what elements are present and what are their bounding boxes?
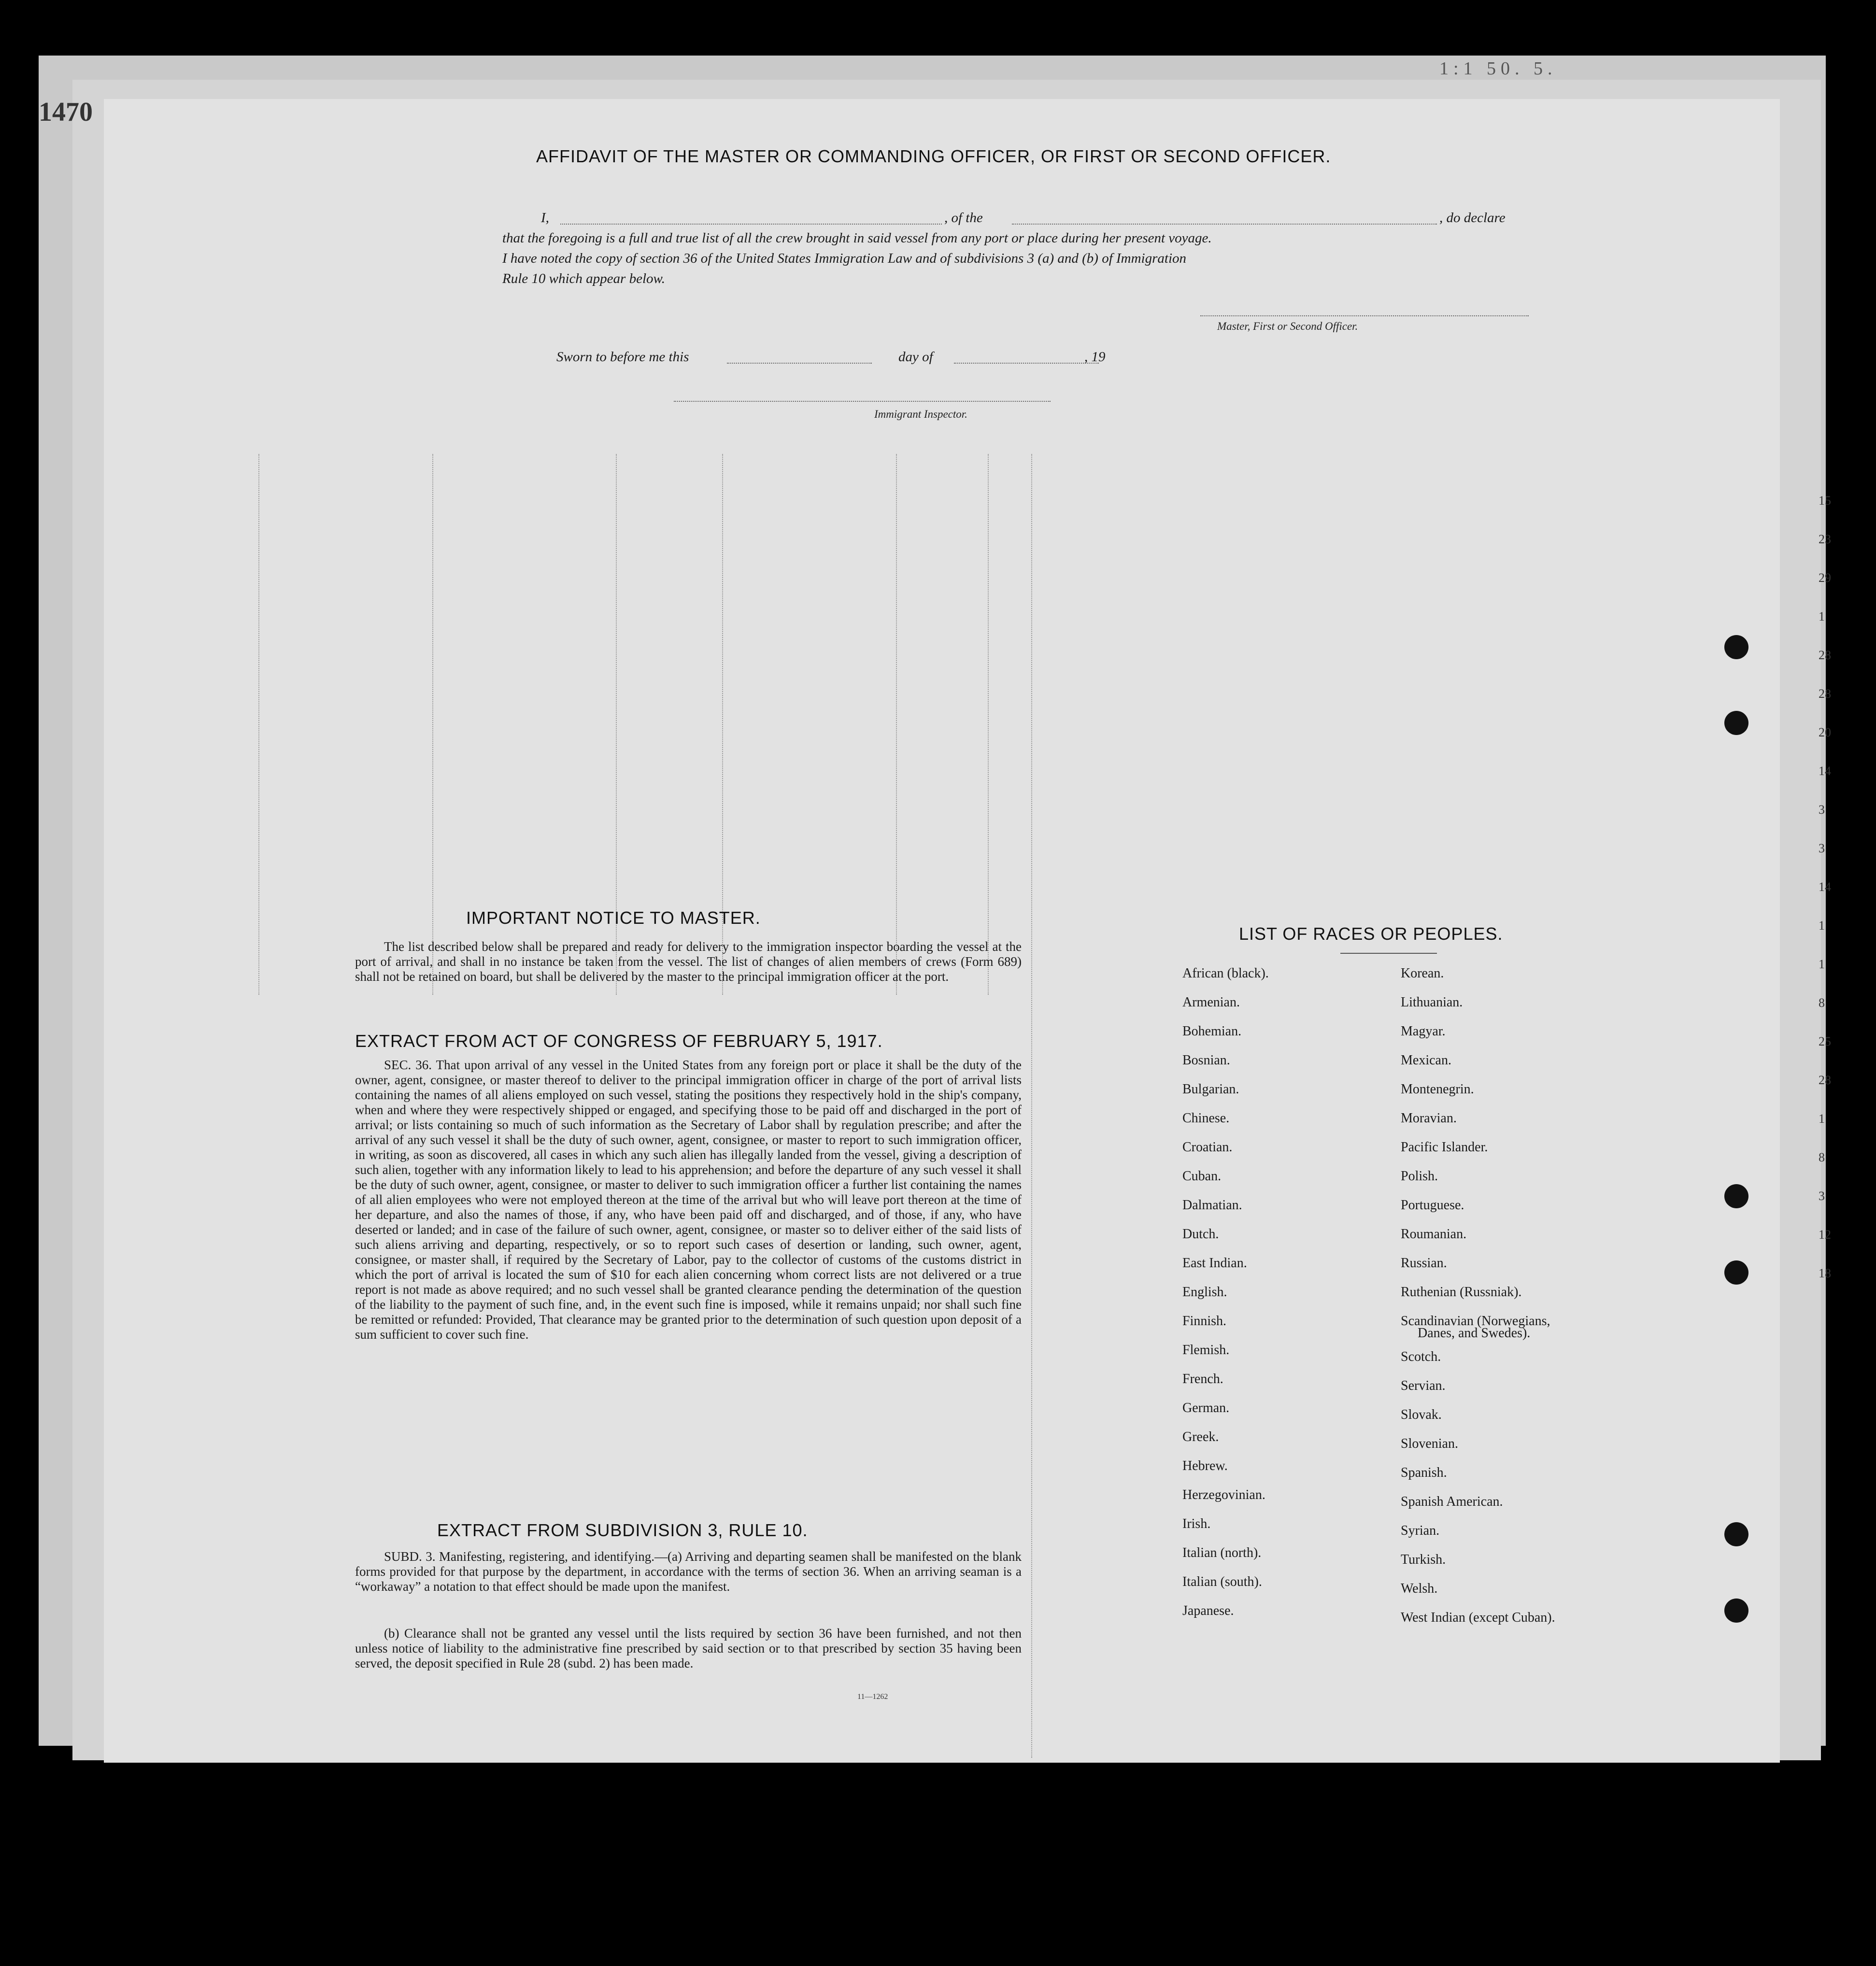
race-item: French. [1182, 1372, 1223, 1386]
race-item: Ruthenian (Russniak). [1401, 1285, 1522, 1300]
affidavit-line-4: Rule 10 which appear below. [502, 271, 665, 286]
ledger-line [988, 454, 989, 995]
race-item: East Indian. [1182, 1256, 1247, 1271]
punch-hole [1724, 711, 1748, 735]
race-item: Finnish. [1182, 1314, 1227, 1329]
vessel-blank [1012, 224, 1437, 225]
race-item: Bohemian. [1182, 1024, 1242, 1039]
act-extract-title: EXTRACT FROM ACT OF CONGRESS OF FEBRUARY 5, 1917. [355, 1031, 883, 1051]
sworn-month-blank [954, 363, 1099, 364]
race-item: Polish. [1401, 1169, 1438, 1184]
day-of-label: day of [898, 349, 933, 365]
race-item: Armenian. [1182, 995, 1240, 1010]
rule-extract-body-b: (b) Clearance shall not be granted any vessel until the lists required by section 36 have been furnished, and not then unless notice of liability to the administrative fine prescribed by said section or to that prescribed by section 35 having been served, the deposit specified in Rule 28 (subd. 2) has been made. [355, 1626, 1022, 1670]
race-item: Syrian. [1401, 1523, 1440, 1538]
race-item: Russian. [1401, 1256, 1447, 1271]
race-item: English. [1182, 1285, 1227, 1300]
race-item: Irish. [1182, 1516, 1211, 1531]
bleed-through-header [374, 167, 380, 191]
race-item: Mexican. [1401, 1053, 1451, 1068]
race-item: Hebrew. [1182, 1458, 1228, 1473]
ledger-line [1031, 454, 1032, 1758]
punch-hole [1724, 1184, 1748, 1208]
race-item: Greek. [1182, 1429, 1219, 1444]
race-item: Pacific Islander. [1401, 1140, 1488, 1155]
signature-label: Master, First or Second Officer. [1217, 320, 1358, 332]
notice-title: IMPORTANT NOTICE TO MASTER. [466, 908, 761, 928]
race-item: Bosnian. [1182, 1053, 1230, 1068]
right-edge-number: 28 [1819, 648, 1831, 662]
race-item: West Indian (except Cuban). [1401, 1610, 1555, 1625]
manifest-page [104, 99, 1780, 1763]
race-item: Italian (south). [1182, 1574, 1262, 1589]
sworn-day-blank [727, 363, 872, 364]
affidavit-i: I, [541, 210, 549, 226]
sheet-left-number: 1470 [39, 97, 93, 127]
race-item: Welsh. [1401, 1581, 1438, 1596]
affidavit-title: AFFIDAVIT OF THE MASTER OR COMMANDING OFFICER, OR FIRST OR SECOND OFFICER. [536, 146, 1331, 166]
race-item: Spanish. [1401, 1465, 1447, 1480]
form-number: 11—1262 [857, 1693, 888, 1701]
right-edge-number: 25 [1819, 1034, 1831, 1048]
race-item: Scandinavian (Norwegians, [1401, 1314, 1550, 1329]
ledger-line [258, 454, 259, 995]
right-edge-number: 14 [1819, 880, 1831, 894]
races-title: LIST OF RACES OR PEOPLES. [1239, 924, 1503, 944]
right-edge-number: 14 [1819, 764, 1831, 778]
race-item: Magyar. [1401, 1024, 1446, 1039]
right-edge-number: 20 [1819, 725, 1831, 739]
right-edge-number: 23 [1819, 532, 1831, 546]
act-extract-body: SEC. 36. That upon arrival of any vessel in the United States from any foreign port or place it shall be the duty of the owner, agent, consignee, or master thereof to deliver to the principal immigration officer in charge of the port of arrival lists containing the names of all aliens employed on such vessel, stating the positions they respectively hold in the ship's company, when and where they were respectively shipped or engaged, and specifying those to be paid off and discharged in the port of arrival; or lists containing so much of such information as the Secretary of Labor shall by regulation prescribe; and after the arrival of any such vessel it shall be the duty of such owner, agent, consignee, or master to report to such immigration officer, in writing, as soon as discovered, all cases in which any such alien has illegally landed from the vessel, giving a description of such alien, together with any information likely to lead to his apprehension; and before the departure of any such vessel it shall be the duty of such owner, agent, consignee, or master to deliver to such immigration officer a further list containing the names of all alien employees who were not employed thereon at the time of the arrival but who will leave port thereon at the time of her departure, and also the names of those, if any, who have been paid off and discharged, and of those, if any, who have deserted or landed; and in case of the failure of such owner, agent, consignee, or master so to deliver either of the said lists of such aliens arriving and departing, respectively, or so to report such cases of desertion or landing, such owner, agent, consignee, or master shall, if required by the Secretary of Labor, pay to the collector of customs of the customs district in which the port of arrival is located the sum of $10 for each alien concerning whom correct lists are not delivered or a true report is not made as above required; and no such vessel shall be granted clearance pending the determination of the question of the liability to the payment of such fine, and, in the event such fine is imposed, while it remains unpaid; nor shall such fine be remitted or refunded: Provided, That clearance may be granted prior to the determination of such question upon deposit of a sum sufficient to cover such fine. [355, 1058, 1022, 1342]
races-title-rule [1340, 953, 1437, 954]
race-item: Korean. [1401, 966, 1444, 981]
race-item: Scotch. [1401, 1349, 1441, 1364]
race-item: Dalmatian. [1182, 1198, 1242, 1213]
punch-hole [1724, 1522, 1748, 1546]
sworn-label: Sworn to before me this [556, 349, 689, 365]
race-item: Herzegovinian. [1182, 1487, 1265, 1502]
affidavit-line-2: that the foregoing is a full and true list of all the crew brought in said vessel from any port or place during her present voyage. [502, 230, 1212, 246]
races-col2-continuation: Danes, and Swedes). [1418, 1326, 1531, 1341]
right-edge-number: 8 [1819, 996, 1825, 1010]
right-edge-number: 29 [1819, 571, 1831, 585]
race-item: Chinese. [1182, 1111, 1230, 1126]
race-item: Portuguese. [1401, 1198, 1464, 1213]
right-edge-number: 8 [1819, 1150, 1825, 1164]
right-edge-number: 3 [1819, 803, 1825, 817]
punch-hole [1724, 1598, 1748, 1623]
name-blank [560, 224, 942, 225]
race-item: Roumanian. [1401, 1227, 1467, 1242]
race-item: Dutch. [1182, 1227, 1219, 1242]
rule-extract-body-a: SUBD. 3. Manifesting, registering, and identifying.—(a) Arriving and departing seamen shall be manifested on the blank forms provided for that purpose by the department, in accordance with the terms of section 36. When an arriving seaman is a “workaway” a notation to that effect should be made upon the manifest. [355, 1549, 1022, 1594]
race-item: Turkish. [1401, 1552, 1446, 1567]
race-item: Italian (north). [1182, 1545, 1262, 1560]
affidavit-line-3: I have noted the copy of section 36 of the United States Immigration Law and of subdivisions 3 (a) and (b) of Immigration [502, 251, 1187, 266]
race-item: Servian. [1401, 1378, 1446, 1393]
race-item: Montenegrin. [1401, 1082, 1474, 1097]
right-edge-number: 3 [1819, 1189, 1825, 1203]
right-edge-number: 1 [1819, 919, 1825, 933]
right-edge-number: 18 [1819, 1266, 1831, 1280]
punch-hole [1724, 1260, 1748, 1285]
race-item: Croatian. [1182, 1140, 1233, 1155]
race-item: Spanish American. [1401, 1494, 1503, 1509]
race-item: Flemish. [1182, 1343, 1230, 1358]
affidavit-of-the: , of the [944, 210, 983, 226]
race-item: Moravian. [1401, 1111, 1457, 1126]
race-item: Slovenian. [1401, 1436, 1458, 1451]
rule-extract-title: EXTRACT FROM SUBDIVISION 3, RULE 10. [437, 1520, 808, 1540]
right-edge-number: 3 [1819, 841, 1825, 855]
signature-blank [1200, 315, 1529, 316]
right-edge-number: 15 [1819, 494, 1831, 508]
race-item: Lithuanian. [1401, 995, 1463, 1010]
right-edge-number: 28 [1819, 687, 1831, 701]
inspector-blank [674, 401, 1051, 402]
race-item: Cuban. [1182, 1169, 1222, 1184]
race-item: Bulgarian. [1182, 1082, 1239, 1097]
race-item: African (black). [1182, 966, 1269, 981]
punch-hole [1724, 635, 1748, 659]
right-edge-number: 1 [1819, 1112, 1825, 1126]
race-item: Slovak. [1401, 1407, 1442, 1422]
inspector-label: Immigrant Inspector. [874, 408, 967, 420]
affidavit-do-declare: , do declare [1439, 210, 1506, 226]
race-item: German. [1182, 1400, 1230, 1415]
right-edge-number: 12 [1819, 1228, 1831, 1242]
right-edge-number: 28 [1819, 1073, 1831, 1087]
right-edge-number: 1 [1819, 609, 1825, 623]
sheet-top-mark: 1:1 50. 5. [1439, 58, 1557, 79]
right-edge-number: 1 [1819, 957, 1825, 971]
year-label: , 19 [1084, 349, 1106, 365]
race-item: Japanese. [1182, 1603, 1234, 1618]
ledger-line [896, 454, 897, 995]
ledger-line [432, 454, 433, 995]
notice-body: The list described below shall be prepared and ready for delivery to the immigration inspector boarding the vessel at the port of arrival, and shall in no instance be taken from the vessel. The list of changes of alien members of crews (Form 689) shall not be retained on board, but shall be delivered by the master to the principal immigration officer at the port. [355, 939, 1022, 984]
